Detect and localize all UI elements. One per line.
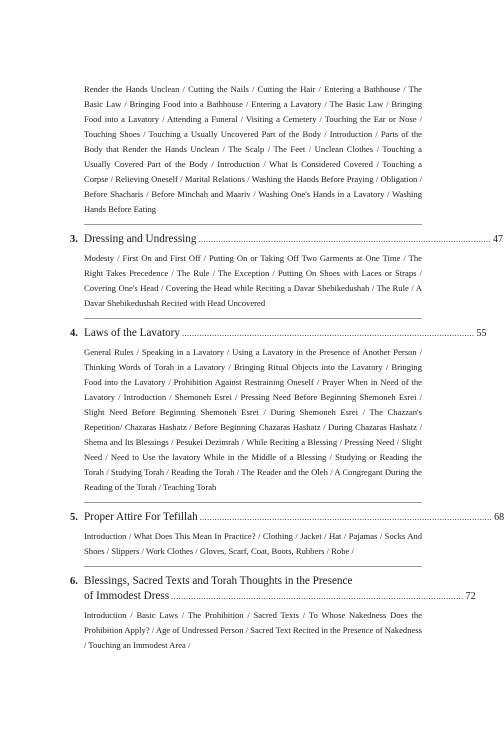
chapter-5 — [70, 502, 504, 559]
chapter-title-line-1[interactable]: Blessings, Sacred Texts and Torah Thoughts in the Presence — [84, 575, 353, 587]
chapter-title[interactable]: Dressing and Undressing — [84, 233, 197, 245]
chapter-4 — [70, 318, 487, 495]
chapter-title-row — [70, 574, 476, 604]
chapter-title-row — [70, 326, 487, 341]
chapter-number: 5. — [70, 512, 78, 523]
chapter-number: 6. — [70, 576, 78, 587]
chapter-title-row — [70, 510, 504, 525]
dot-leader: ..................................................................................................................... — [182, 329, 475, 338]
chapter-number: 3. — [70, 234, 78, 245]
dot-leader: ..................................................................................................................... — [199, 513, 493, 522]
intro-topic-list: Render the Hands Unclean / Cutting the Nails / Cutting the Hair / Entering a Bathhouse / The Basic Law / Bringing Food into a Bathhouse / Entering a Lavatory / The Basic Law / Bringing Food into a Lavatory / Attending a Funeral / Visiting a Cemetery / Touching the Ear or Nose / Touching Shoes / Touching a Usually Uncovered Part of the Body / Introduction / Parts of the Body that Render the Hands Unclean / The Scalp / The Feet / Unclean Clothes / Touching a Usually Covered Part of the Body / Introduction / What Is Considered Covered / Touching a Corpse / Relieving Oneself / Marital Relations / Washing the Hands Before Praying / Obligation / Before Shacharis / Before Minchah and Maariv / Washing One's Hands in a Lavatory / Washing Hands Before Eating — [84, 84, 422, 214]
chapter-title[interactable]: Laws of the Lavatory — [84, 327, 180, 339]
table-of-contents — [70, 82, 504, 653]
chapter-title-line-2[interactable]: of Immodest Dress — [84, 590, 170, 602]
page-number[interactable]: 68 — [494, 512, 504, 523]
chapter-topic-list: Introduction / Basic Laws / The Prohibition / Sacred Texts / To Whose Nakedness Does the Prohibition Apply? / Age of Undressed Person / Sacred Text Recited in the Presence of Nakedness / Touching an Immodest Area / — [84, 610, 422, 650]
dot-leader: ..................................................................................................................... — [171, 592, 464, 601]
chapter-number: 4. — [70, 328, 78, 339]
chapter-3 — [70, 224, 503, 311]
page-number[interactable]: 55 — [476, 328, 487, 339]
chapter-title[interactable]: Proper Attire For Tefillah — [84, 511, 198, 523]
chapter-topic-list: Modesty / First On and First Off / Putting On or Taking Off Two Garments at One Time / The Right Takes Precedence / The Rule / The Exception / Putting On Shoes with Laces or Straps / Covering One's Head / Covering the Head while Reciting a Davar Shebikedushah / The Rule / A Davar Shebikedushah Recited with Head Uncovered — [84, 253, 422, 308]
chapter-title-row — [70, 232, 503, 247]
chapter-topic-list: General Rules / Speaking in a Lavatory / Using a Lavatory in the Presence of Another Person / Thinking Words of Torah in a Lavatory / Bringing Ritual Objects into the Lavatory / Bringing Food into the Lavatory / Prohibition Against Restraining Oneself / Prayer When in Need of the Lavatory / Introduction / Shemoneh Esrei / Pressing Need Before Beginning Shemoneh Esrei / Slight Need Before Beginning Shemoneh Esrei / During Shemoneh Esrei / The Chazzan's Repetition/ Chazaras Hashatz / Before Beginning Chazaras Hashatz / During Chazaras Hashatz / Shema and Its Blessings / Pesukei Dezimrah / While Reciting a Blessing / Pressing Need / Slight Need / Need to Use the lavatory While in the Middle of a Blessing / Studying or Reading the Torah / Studying Torah / Reading the Torah / The Reader and the Oleh / A Congregant During the Reading of the Torah / Teaching Torah — [84, 347, 422, 492]
dot-leader: ..................................................................................................................... — [198, 235, 491, 244]
chapter-topic-list: Introduction / What Does This Mean In Practice? / Clothing / Jacket / Hat / Pajamas / Socks And Shoes / Slippers / Work Clothes / Gloves, Scarf, Coat, Boots, Rubbers / Robe / — [84, 531, 422, 556]
chapter-6 — [70, 566, 476, 653]
page-number[interactable]: 47 — [492, 234, 503, 245]
page-number[interactable]: 72 — [465, 591, 476, 602]
